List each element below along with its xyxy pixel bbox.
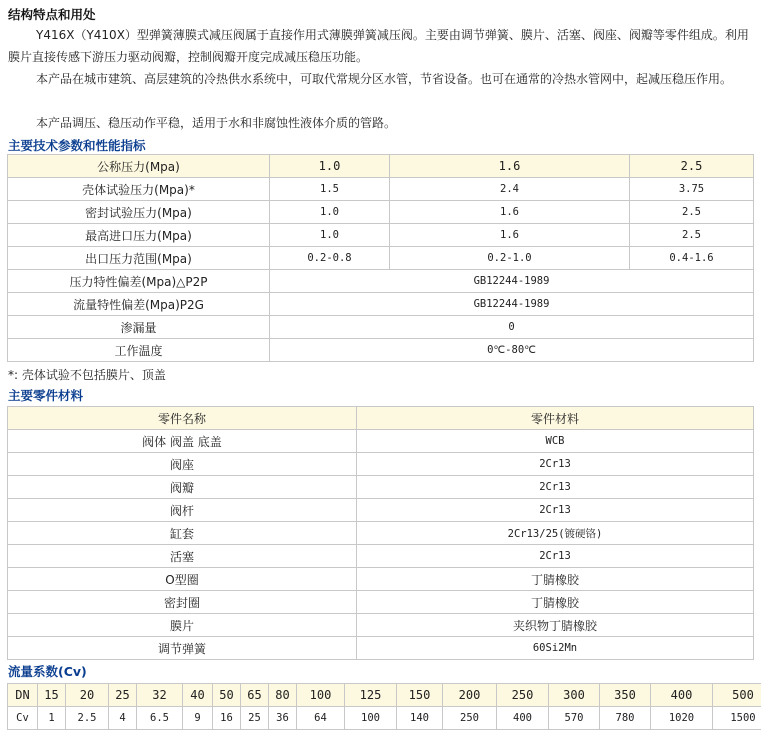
specs-value: GB12244-1989 (270, 293, 754, 316)
materials-row (8, 476, 754, 499)
cv-value: 16 (213, 707, 241, 730)
specs-value: 1.0 (270, 155, 390, 178)
specs-row (8, 247, 754, 270)
dn-value: 100 (297, 684, 345, 707)
part-material: 2Cr13/25(镀硬铬) (357, 522, 754, 545)
specs-value: 0 (270, 316, 754, 339)
dn-value: 40 (183, 684, 213, 707)
specs-value: 1.6 (390, 201, 630, 224)
specs-row (8, 270, 754, 293)
part-material: 夹织物丁腈橡胶 (357, 614, 754, 637)
specs-row (8, 178, 754, 201)
part-name: 调节弹簧 (8, 637, 357, 660)
cv-value-row (8, 707, 761, 730)
materials-header-name: 零件名称 (8, 407, 357, 430)
materials-row (8, 522, 754, 545)
cv-value: 36 (269, 707, 297, 730)
cv-table (7, 683, 761, 730)
cv-value: 2.5 (66, 707, 109, 730)
cv-value: 1 (38, 707, 66, 730)
part-name: 缸套 (8, 522, 357, 545)
specs-value: 0.2-1.0 (390, 247, 630, 270)
materials-header-row (8, 407, 754, 430)
specs-row (8, 155, 754, 178)
dn-value: 150 (397, 684, 443, 707)
specs-row (8, 201, 754, 224)
specs-label: 公称压力(Mpa) (8, 155, 270, 178)
paragraph-suitability: 本产品调压、稳压动作平稳，适用于水和非腐蚀性液体介质的管路。 (36, 116, 397, 130)
part-name: 阀杆 (8, 499, 357, 522)
cv-value: 1020 (651, 707, 713, 730)
dn-value: 25 (109, 684, 137, 707)
dn-value: 400 (651, 684, 713, 707)
specs-value: 1.6 (390, 155, 630, 178)
specs-value: 1.6 (390, 224, 630, 247)
specs-value: 2.5 (630, 155, 754, 178)
specs-label: 工作温度 (8, 339, 270, 362)
specs-value: 1.0 (270, 201, 390, 224)
cv-value: 64 (297, 707, 345, 730)
specs-footnote: *: 壳体试验不包括膜片、顶盖 (8, 368, 166, 382)
dn-value: 300 (549, 684, 600, 707)
specs-value: 1.0 (270, 224, 390, 247)
specs-value: GB12244-1989 (270, 270, 754, 293)
part-material: 2Cr13 (357, 499, 754, 522)
dn-value: 500 (713, 684, 761, 707)
cv-value: 140 (397, 707, 443, 730)
cv-value: 100 (345, 707, 397, 730)
paragraph-application: 本产品在城市建筑、高层建筑的冷热供水系统中，可取代常规分区水管，节省设备。也可在通常的冷热水管网中，起减压稳压作用。 (36, 72, 733, 86)
dn-value: 200 (443, 684, 497, 707)
materials-row (8, 545, 754, 568)
section-title-specs: 主要技术参数和性能指标 (8, 138, 146, 153)
dn-value: 20 (66, 684, 109, 707)
dn-label: DN (8, 684, 38, 707)
part-name: 阀体 阀盖 底盖 (8, 430, 357, 453)
specs-value: 0.2-0.8 (270, 247, 390, 270)
specs-value: 2.5 (630, 201, 754, 224)
materials-row (8, 430, 754, 453)
part-material: 2Cr13 (357, 545, 754, 568)
specs-value: 0℃-80℃ (270, 339, 754, 362)
part-name: O型圈 (8, 568, 357, 591)
section-title-features: 结构特点和用处 (8, 7, 96, 22)
dn-value: 65 (241, 684, 269, 707)
specs-value: 0.4-1.6 (630, 247, 754, 270)
part-name: 阀座 (8, 453, 357, 476)
specs-value: 1.5 (270, 178, 390, 201)
materials-row (8, 499, 754, 522)
cv-label: Cv (8, 707, 38, 730)
dn-value: 32 (137, 684, 183, 707)
cv-value: 570 (549, 707, 600, 730)
part-name: 密封圈 (8, 591, 357, 614)
cv-dn-row (8, 684, 761, 707)
specs-label: 壳体试验压力(Mpa)* (8, 178, 270, 201)
specs-label: 压力特性偏差(Mpa)△P2P (8, 270, 270, 293)
specs-label: 流量特性偏差(Mpa)P2G (8, 293, 270, 316)
specs-label: 出口压力范围(Mpa) (8, 247, 270, 270)
dn-value: 50 (213, 684, 241, 707)
dn-value: 350 (600, 684, 651, 707)
part-material: 2Cr13 (357, 453, 754, 476)
cv-value: 25 (241, 707, 269, 730)
section-title-cv: 流量系数(Cv) (8, 664, 87, 679)
specs-label: 渗漏量 (8, 316, 270, 339)
specs-value: 3.75 (630, 178, 754, 201)
dn-value: 80 (269, 684, 297, 707)
specs-row (8, 339, 754, 362)
materials-header-material: 零件材料 (357, 407, 754, 430)
part-name: 阀瓣 (8, 476, 357, 499)
materials-table (7, 406, 754, 660)
part-name: 活塞 (8, 545, 357, 568)
materials-row (8, 568, 754, 591)
materials-row (8, 614, 754, 637)
part-material: 丁腈橡胶 (357, 591, 754, 614)
specs-row (8, 224, 754, 247)
materials-row (8, 453, 754, 476)
cv-value: 1500 (713, 707, 761, 730)
dn-value: 15 (38, 684, 66, 707)
materials-row (8, 637, 754, 660)
part-name: 膜片 (8, 614, 357, 637)
cv-value: 9 (183, 707, 213, 730)
part-material: 60Si2Mn (357, 637, 754, 660)
specs-value: 2.5 (630, 224, 754, 247)
cv-value: 250 (443, 707, 497, 730)
section-title-materials: 主要零件材料 (8, 388, 84, 403)
part-material: 丁腈橡胶 (357, 568, 754, 591)
materials-row (8, 591, 754, 614)
dn-value: 250 (497, 684, 549, 707)
specs-table (7, 154, 754, 362)
part-material: WCB (357, 430, 754, 453)
cv-value: 780 (600, 707, 651, 730)
part-material: 2Cr13 (357, 476, 754, 499)
specs-row (8, 293, 754, 316)
cv-value: 6.5 (137, 707, 183, 730)
paragraph-intro: Y416X（Y410X）型弹簧薄膜式减压阀属于直接作用式薄膜弹簧减压阀。主要由调节弹簧、膜片、活塞、阀座、阀瓣等零件组成。利用膜片直接传感下游压力驱动阀瓣，控制阀瓣开度完成减压稳压功能。 (8, 28, 749, 64)
specs-value: 2.4 (390, 178, 630, 201)
cv-value: 4 (109, 707, 137, 730)
specs-label: 密封试验压力(Mpa) (8, 201, 270, 224)
specs-row (8, 316, 754, 339)
cv-value: 400 (497, 707, 549, 730)
dn-value: 125 (345, 684, 397, 707)
specs-label: 最高进口压力(Mpa) (8, 224, 270, 247)
